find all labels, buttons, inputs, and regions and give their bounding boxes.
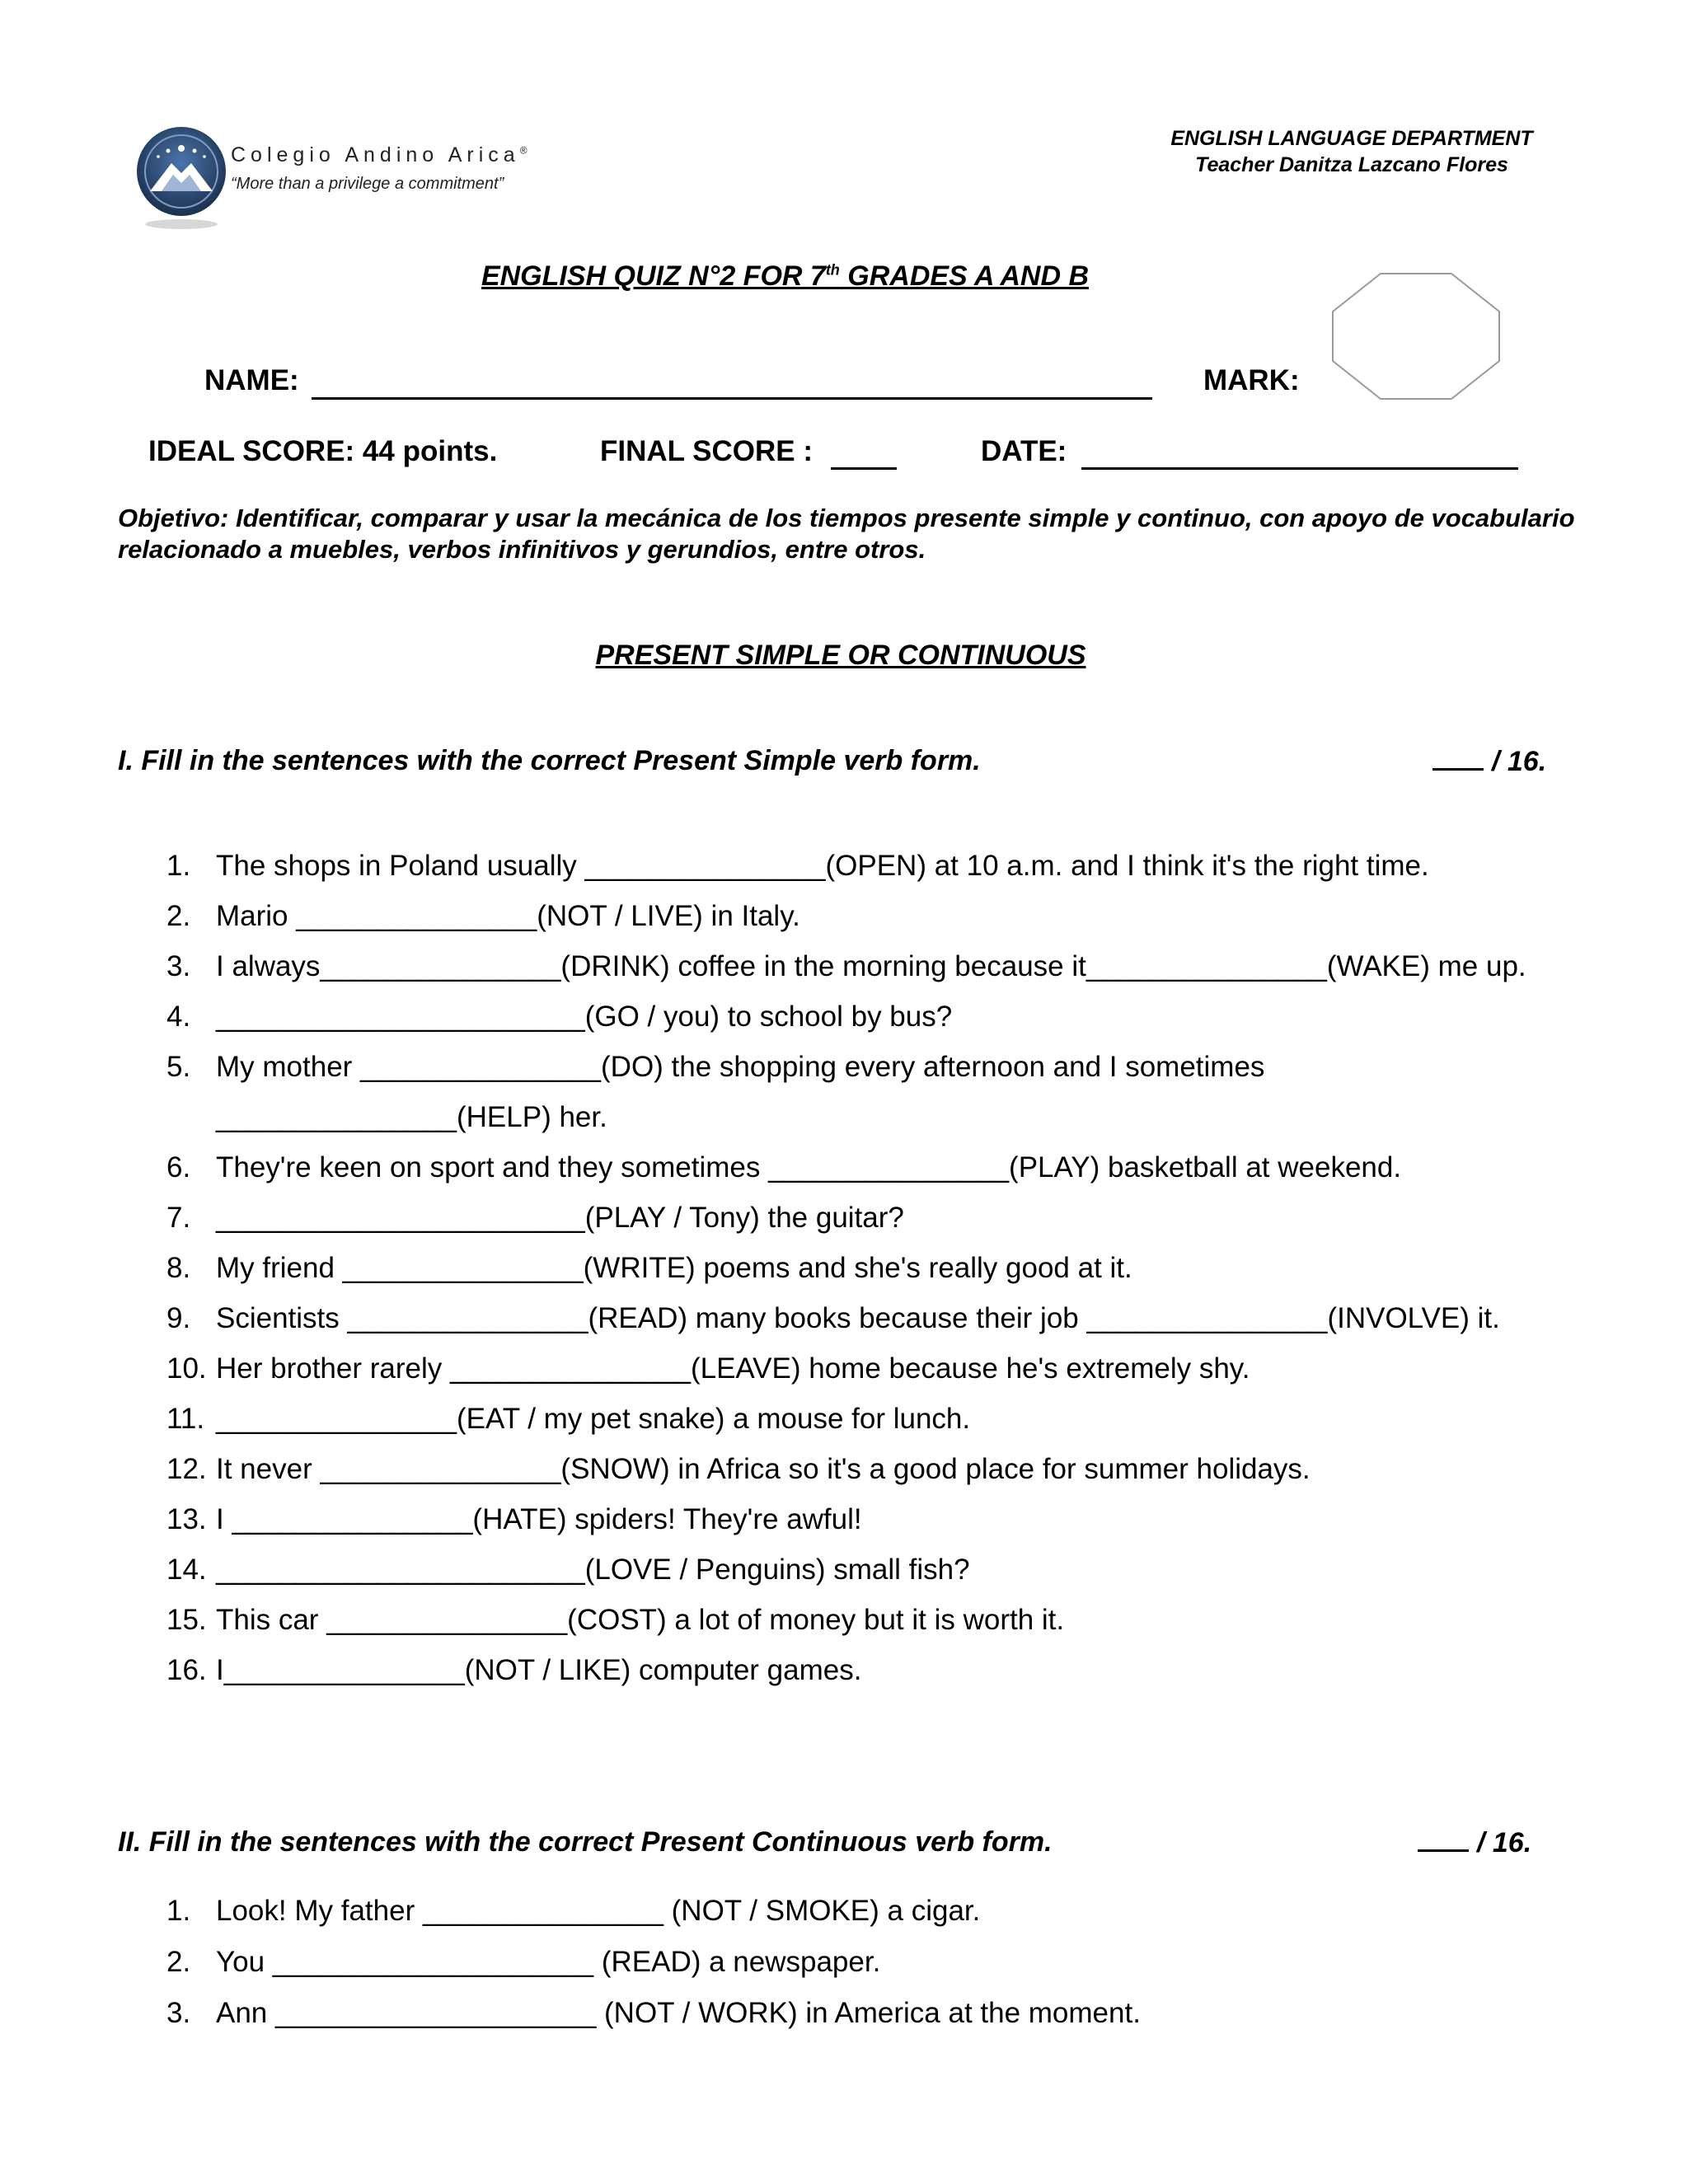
question-item (0, 941, 1688, 991)
ideal-score: IDEAL SCORE: 44 points. (148, 435, 498, 467)
registered-mark: ® (519, 144, 528, 157)
question-number: 4. (166, 1001, 191, 1033)
department-name: ENGLISH LANGUAGE DEPARTMENT (1170, 127, 1533, 150)
question-number: 2. (166, 900, 191, 932)
part2-score-blank[interactable] (1418, 1826, 1469, 1852)
question-number: 1. (166, 850, 191, 882)
question-text: They're keen on sport and they sometimes _______________(PLAY) basketball at weekend. (216, 1151, 1402, 1183)
question-item (0, 1886, 1688, 1937)
part2-score: / 16. (1418, 1826, 1531, 1859)
question-text: The shops in Poland usually _______________(OPEN) at 10 a.m. and I think it's the right time. (216, 850, 1429, 882)
question-item (0, 1937, 1688, 1988)
question-item (0, 1595, 1688, 1645)
mark-label: MARK: (1203, 364, 1300, 396)
part1-score: / 16. (1432, 745, 1546, 778)
question-number: 11. (166, 1403, 205, 1435)
question-item (0, 841, 1688, 891)
question-number: 5. (166, 1051, 191, 1083)
question-item (0, 1544, 1688, 1595)
question-text: My mother _______________(DO) the shopping every afternoon and I sometimes _______________(HELP) her. (216, 1051, 1265, 1133)
mark-box (1331, 272, 1501, 401)
question-number: 7. (166, 1202, 191, 1234)
question-number: 8. (166, 1252, 191, 1284)
part2-question-list (0, 1886, 1688, 2039)
question-item (0, 1042, 1688, 1142)
department-header (1137, 125, 1566, 178)
teacher-name: Teacher Danitza Lazcano Flores (1195, 153, 1508, 176)
question-text: _______________________(LOVE / Penguins) small fish? (216, 1554, 970, 1586)
part2-heading: II. Fill in the sentences with the correct Present Continuous verb form. (118, 1826, 1053, 1858)
question-item (0, 1343, 1688, 1394)
question-item (0, 1988, 1688, 2039)
objective-text: Objetivo: Identificar, comparar y usar la mecánica de los tiempos presente simple y continuo, con apoyo de vocabulario relacionado a muebles, verbos infinitivos y gerundios, entre otros. (118, 504, 1575, 564)
section-title: PRESENT SIMPLE OR CONTINUOUS (595, 640, 1086, 671)
question-number: 6. (166, 1151, 191, 1183)
question-item (0, 891, 1688, 941)
question-number: 3. (166, 1997, 191, 2029)
question-text: Mario _______________(NOT / LIVE) in Italy. (216, 900, 800, 932)
school-logo (132, 124, 231, 231)
question-text: This car _______________(COST) a lot of money but it is worth it. (216, 1604, 1065, 1636)
question-number: 1. (166, 1895, 191, 1927)
question-item (0, 1394, 1688, 1444)
question-item (0, 1645, 1688, 1695)
question-number: 15. (166, 1604, 207, 1636)
question-text: Scientists _______________(READ) many books because their job _______________(INVOLVE) it. (216, 1302, 1500, 1334)
final-score-label: FINAL SCORE : (600, 435, 813, 467)
question-number: 3. (166, 950, 191, 982)
question-item (0, 991, 1688, 1042)
question-text: _______________________(PLAY / Tony) the guitar? (216, 1202, 904, 1234)
question-text: It never _______________(SNOW) in Africa so it's a good place for summer holidays. (216, 1453, 1311, 1485)
question-text: _______________(EAT / my pet snake) a mouse for lunch. (216, 1403, 971, 1435)
question-text: Look! My father _______________ (NOT / SMOKE) a cigar. (216, 1895, 981, 1927)
question-item (0, 1193, 1688, 1243)
part1-heading: I. Fill in the sentences with the correct Present Simple verb form. (118, 745, 981, 776)
quiz-title: ENGLISH QUIZ N°2 FOR 7th GRADES A AND B (481, 260, 1090, 292)
question-item (0, 1142, 1688, 1193)
school-motto: “More than a privilege a commitment” (231, 175, 504, 193)
question-item (0, 1494, 1688, 1544)
question-text: Ann ____________________ (NOT / WORK) in America at the moment. (216, 1997, 1141, 2029)
date-label: DATE: (981, 435, 1067, 467)
question-number: 12. (166, 1453, 207, 1485)
question-number: 9. (166, 1302, 191, 1334)
question-item (0, 1243, 1688, 1293)
name-label: NAME: (204, 364, 299, 396)
question-item (0, 1444, 1688, 1494)
part1-question-list (0, 841, 1688, 1695)
question-text: _______________________(GO / you) to school by bus? (216, 1001, 953, 1033)
question-text: I _______________(HATE) spiders! They're awful! (216, 1503, 862, 1535)
question-number: 13. (166, 1503, 207, 1535)
part1-score-blank[interactable] (1432, 745, 1484, 771)
question-number: 2. (166, 1946, 191, 1978)
question-number: 10. (166, 1352, 207, 1385)
question-number: 14. (166, 1554, 207, 1586)
final-score-field[interactable] (831, 467, 897, 470)
date-field[interactable] (1081, 467, 1518, 470)
question-number: 16. (166, 1654, 207, 1686)
question-text: Her brother rarely _______________(LEAVE) home because he's extremely shy. (216, 1352, 1250, 1385)
name-field[interactable] (312, 397, 1152, 400)
question-text: You ____________________ (READ) a newspaper. (216, 1946, 881, 1978)
question-text: I_______________(NOT / LIKE) computer games. (216, 1654, 862, 1686)
question-text: My friend _______________(WRITE) poems and she's really good at it. (216, 1252, 1132, 1284)
school-name: Colegio Andino Arica® (231, 143, 528, 166)
question-text: I always_______________(DRINK) coffee in the morning because it_______________(WAKE) me up. (216, 950, 1526, 982)
question-item (0, 1293, 1688, 1343)
